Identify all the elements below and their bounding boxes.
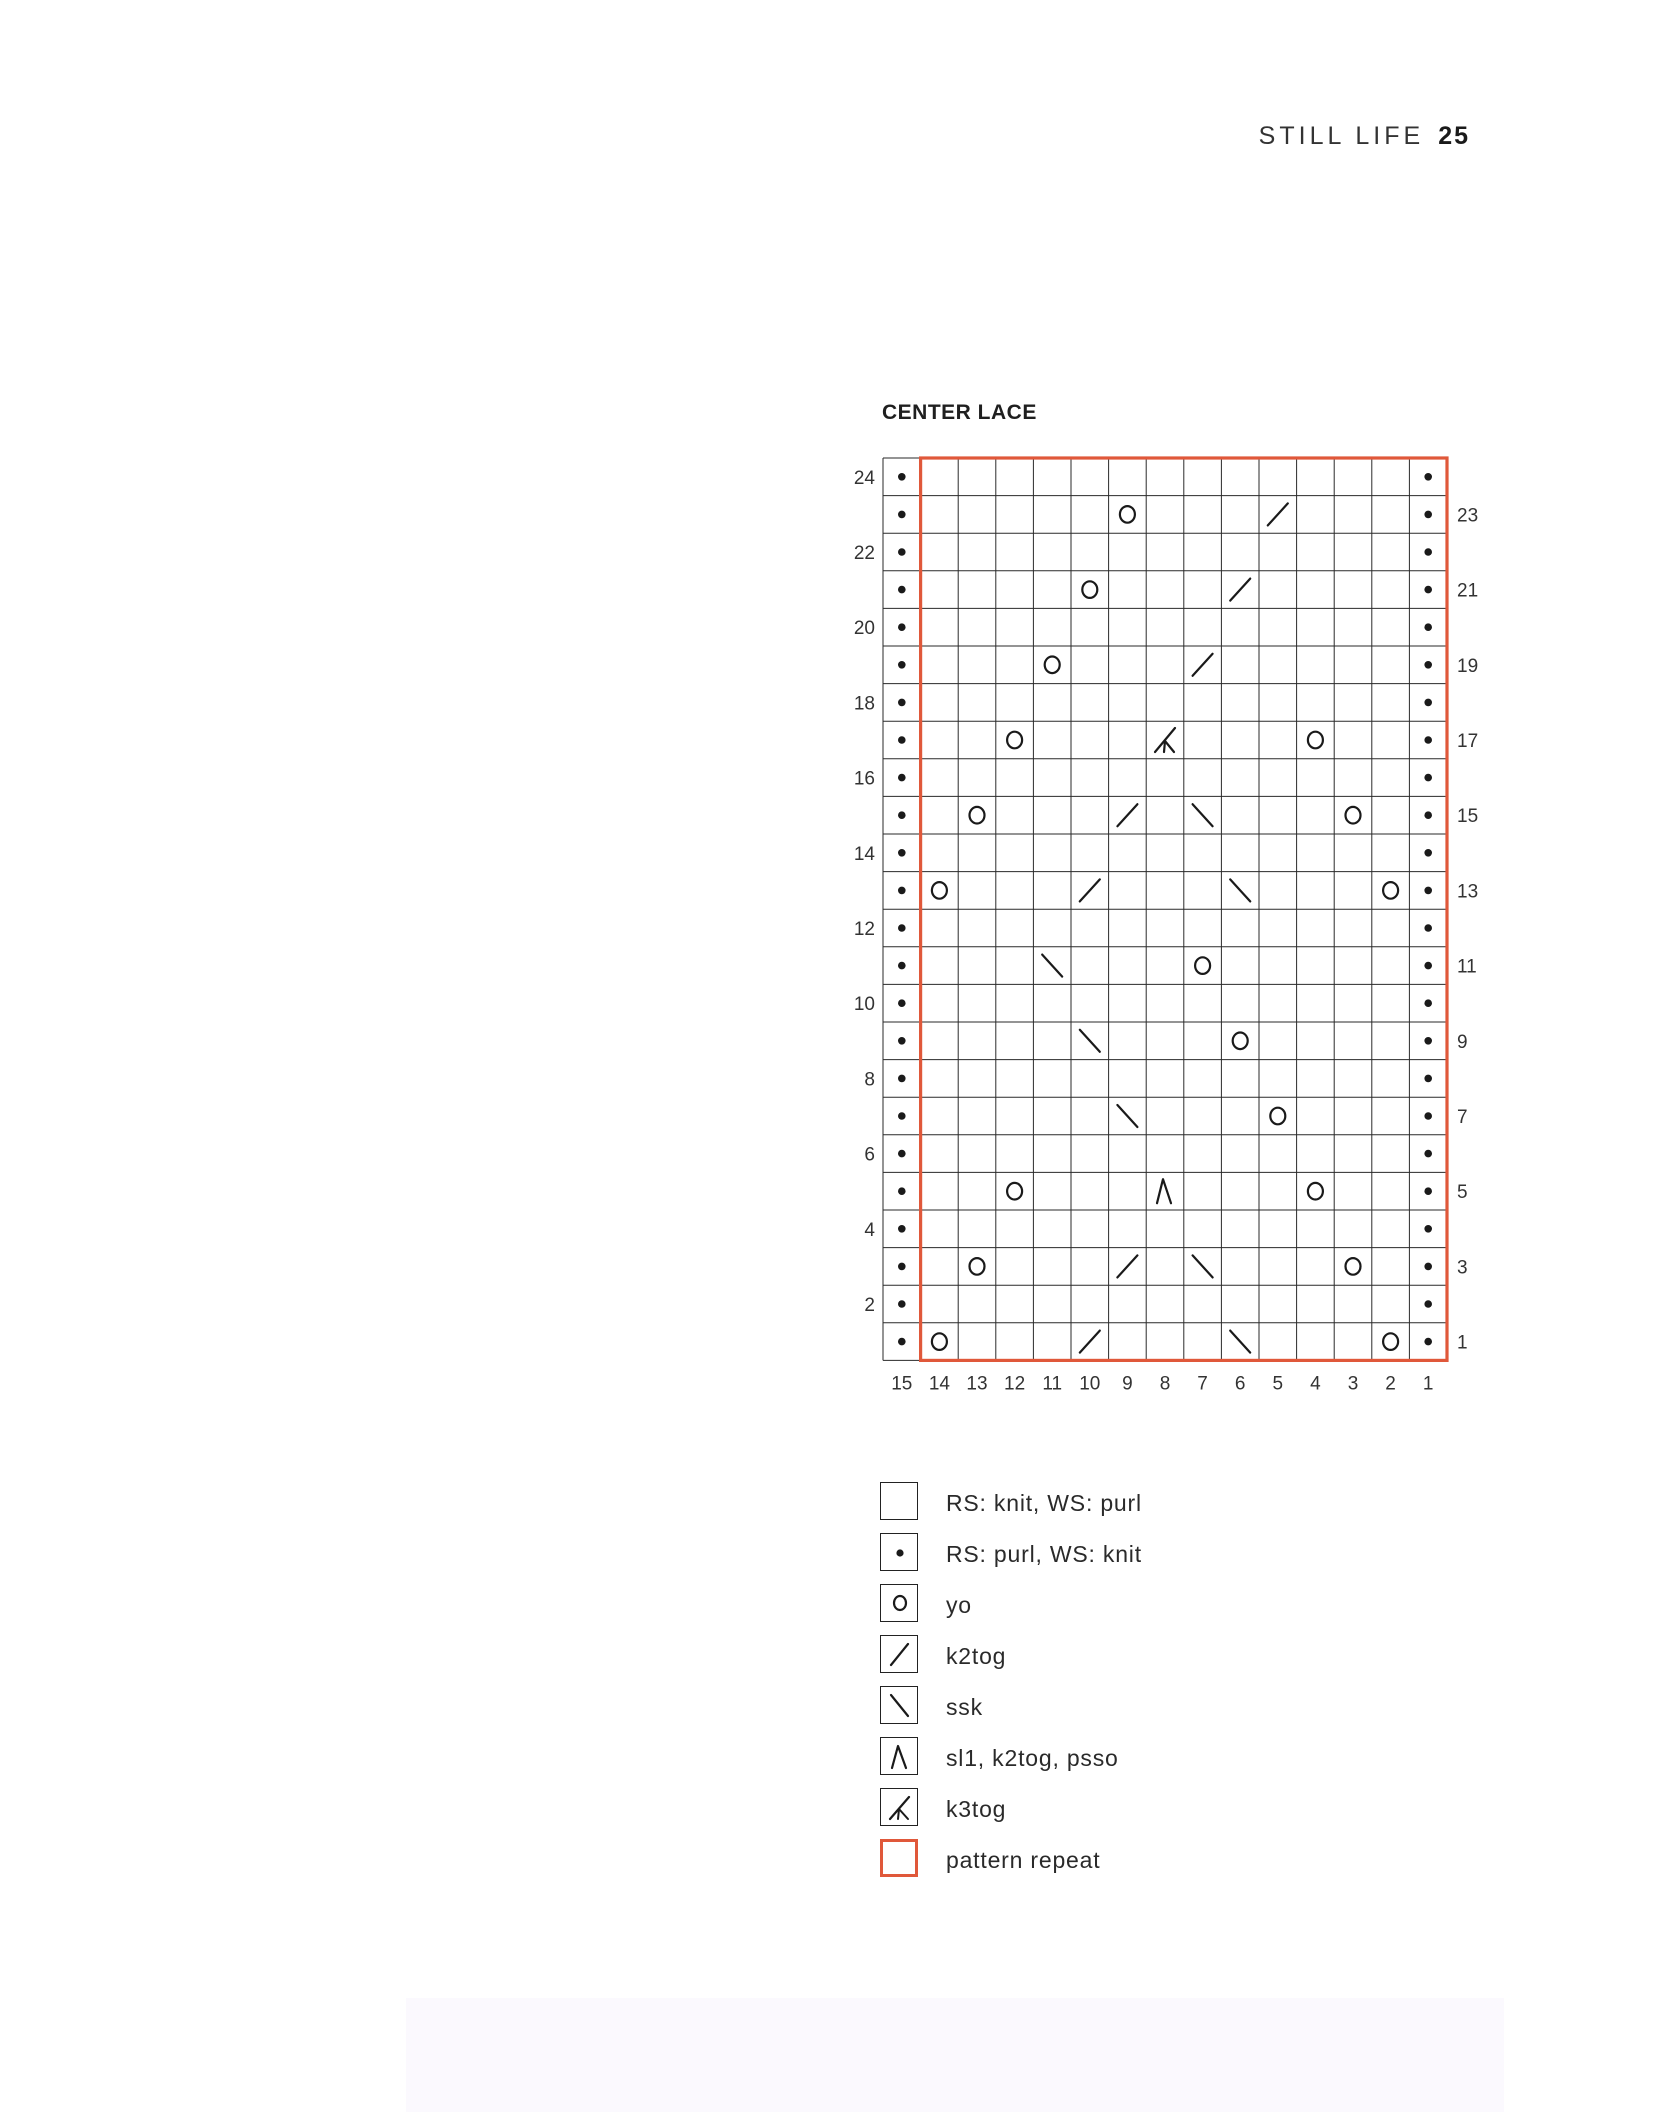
yo-stitch	[1346, 807, 1361, 824]
yo-stitch	[1270, 1108, 1285, 1125]
k2tog-stitch	[1080, 1331, 1100, 1353]
running-header	[1259, 122, 1470, 151]
column-label: 14	[928, 1373, 950, 1395]
k2tog-stitch	[1230, 579, 1250, 601]
row-label-ws: 22	[853, 543, 875, 564]
row-label-rs: 3	[1457, 1257, 1468, 1279]
purl-stitch	[1424, 1187, 1432, 1195]
purl-stitch	[898, 887, 906, 895]
k2tog-stitch	[1268, 503, 1288, 525]
column-label: 8	[1159, 1373, 1171, 1395]
ssk-stitch	[1117, 1105, 1137, 1127]
purl-stitch	[1424, 586, 1432, 594]
purl-stitch	[1424, 774, 1432, 782]
ssk-symbol-icon	[880, 1686, 918, 1724]
k3tog-stitch	[1155, 728, 1175, 752]
row-label-ws: 2	[864, 1295, 875, 1316]
column-label: 15	[891, 1373, 913, 1395]
k2tog-stitch	[1117, 804, 1137, 826]
yo-stitch	[1308, 1183, 1323, 1200]
purl-stitch	[898, 1112, 906, 1120]
purl-stitch	[1424, 962, 1432, 970]
purl-stitch	[1424, 736, 1432, 744]
sl1-k2tog-psso-symbol-icon	[880, 1737, 918, 1775]
yo-stitch	[1346, 1258, 1361, 1275]
yo-stitch	[1383, 882, 1398, 899]
ssk-stitch	[1230, 1331, 1250, 1353]
row-label-rs: 21	[1457, 580, 1479, 602]
section-title: STILL LIFE	[1258, 122, 1425, 150]
k3tog-symbol-icon	[880, 1788, 918, 1826]
purl-stitch	[1424, 699, 1432, 707]
column-label: 1	[1422, 1373, 1434, 1395]
purl-stitch	[1424, 924, 1432, 932]
purl-stitch	[898, 661, 906, 669]
yo-stitch	[1045, 657, 1060, 674]
row-label-ws: 24	[853, 467, 875, 489]
purl-stitch	[898, 1225, 906, 1233]
purl-stitch	[1424, 1037, 1432, 1045]
yo-stitch	[1082, 581, 1097, 598]
row-label-ws: 6	[864, 1144, 875, 1166]
purl-stitch	[1424, 548, 1432, 556]
column-label: 2	[1385, 1373, 1396, 1395]
purl-stitch	[1424, 661, 1432, 669]
purl-stitch	[898, 1187, 906, 1195]
purl-stitch	[898, 623, 906, 631]
purl-stitch	[1424, 1150, 1432, 1158]
row-label-ws: 14	[853, 843, 875, 865]
row-label-rs: 23	[1457, 505, 1479, 527]
k2tog-symbol-icon	[880, 1635, 918, 1673]
yo-stitch	[1007, 732, 1022, 749]
k2tog-stitch	[1193, 654, 1213, 676]
legend-label: sl1, k2tog, psso	[946, 1745, 1119, 1771]
legend-label: yo	[946, 1592, 972, 1618]
purl-stitch	[898, 811, 906, 819]
purl-stitch	[898, 736, 906, 744]
purl-stitch	[898, 924, 906, 932]
legend-label: RS: knit, WS: purl	[946, 1490, 1142, 1516]
column-label: 10	[1079, 1373, 1101, 1395]
purl-stitch	[1424, 811, 1432, 819]
yo-stitch	[970, 1258, 985, 1275]
footer-band	[406, 1998, 1504, 2112]
yo-stitch	[932, 1333, 947, 1350]
column-label: 3	[1347, 1373, 1359, 1395]
purl-stitch	[1424, 473, 1432, 481]
page-number: 25	[1438, 122, 1470, 150]
column-label: 12	[1004, 1373, 1026, 1395]
purl-stitch	[1424, 511, 1432, 519]
ssk-stitch	[1193, 804, 1213, 826]
row-label-rs: 1	[1457, 1332, 1468, 1354]
knitting-chart	[820, 444, 1480, 1434]
purl-stitch	[898, 849, 906, 857]
column-label: 7	[1197, 1373, 1208, 1395]
row-label-ws: 10	[853, 994, 875, 1016]
row-label-ws: 16	[853, 768, 875, 790]
yo-stitch	[932, 882, 947, 899]
yo-stitch	[1308, 732, 1323, 749]
purl-stitch	[1424, 849, 1432, 857]
purl-stitch	[898, 1300, 906, 1308]
pattern-repeat-symbol-icon	[880, 1839, 918, 1877]
yo-stitch	[1007, 1183, 1022, 1200]
purl-symbol-icon	[880, 1533, 918, 1571]
ssk-stitch	[1080, 1030, 1100, 1052]
legend-label: pattern repeat	[946, 1847, 1101, 1873]
ssk-stitch	[1193, 1255, 1213, 1277]
purl-stitch	[1424, 1112, 1432, 1120]
column-label: 13	[966, 1373, 988, 1395]
purl-stitch	[898, 999, 906, 1007]
row-label-ws: 4	[864, 1219, 875, 1241]
purl-stitch	[898, 1037, 906, 1045]
yo-stitch	[1233, 1033, 1248, 1050]
purl-stitch	[1424, 999, 1432, 1007]
row-label-rs: 19	[1457, 655, 1479, 677]
row-label-rs: 5	[1457, 1182, 1468, 1204]
k2tog-stitch	[1117, 1255, 1137, 1277]
sl1-k2tog-psso-stitch	[1157, 1179, 1171, 1203]
column-label: 11	[1042, 1373, 1063, 1395]
k2tog-stitch	[1080, 879, 1100, 901]
purl-stitch	[898, 511, 906, 519]
column-label: 5	[1272, 1373, 1284, 1395]
yo-stitch	[1195, 957, 1210, 974]
row-label-ws: 12	[853, 919, 875, 940]
column-label: 9	[1122, 1373, 1133, 1395]
purl-stitch	[898, 1263, 906, 1271]
chart-title: CENTER LACE	[882, 401, 1037, 424]
column-label: 4	[1310, 1373, 1321, 1395]
legend-label: k3tog	[946, 1796, 1007, 1822]
row-label-rs: 9	[1457, 1031, 1468, 1053]
purl-stitch	[1424, 1338, 1432, 1346]
ssk-stitch	[1230, 879, 1250, 901]
row-label-rs: 13	[1457, 881, 1479, 903]
purl-stitch	[1424, 623, 1432, 631]
legend-label: RS: purl, WS: knit	[946, 1541, 1142, 1567]
row-label-rs: 11	[1457, 956, 1477, 978]
purl-stitch	[1424, 1263, 1432, 1271]
yo-symbol-icon	[880, 1584, 918, 1622]
row-label-rs: 15	[1457, 806, 1479, 828]
ssk-stitch	[1042, 955, 1062, 977]
purl-stitch	[1424, 1225, 1432, 1233]
purl-stitch	[898, 548, 906, 556]
row-label-rs: 17	[1457, 731, 1479, 752]
yo-stitch	[1120, 506, 1135, 523]
legend-label: ssk	[946, 1694, 983, 1720]
purl-stitch	[1424, 1075, 1432, 1083]
yo-stitch	[970, 807, 985, 824]
purl-stitch	[898, 473, 906, 481]
row-label-rs: 7	[1457, 1107, 1468, 1128]
purl-stitch	[898, 1150, 906, 1158]
purl-stitch	[898, 586, 906, 594]
column-label: 6	[1234, 1373, 1246, 1395]
purl-stitch	[1424, 1300, 1432, 1308]
purl-stitch	[1424, 887, 1432, 895]
row-label-ws: 18	[853, 693, 875, 715]
row-label-ws: 8	[864, 1069, 875, 1091]
legend-label: k2tog	[946, 1643, 1007, 1669]
purl-stitch	[898, 774, 906, 782]
purl-stitch	[898, 1075, 906, 1083]
yo-stitch	[1383, 1333, 1398, 1350]
purl-stitch	[898, 962, 906, 970]
row-label-ws: 20	[853, 618, 875, 640]
purl-stitch	[898, 699, 906, 707]
knit-symbol-icon	[880, 1482, 918, 1520]
purl-stitch	[898, 1338, 906, 1346]
